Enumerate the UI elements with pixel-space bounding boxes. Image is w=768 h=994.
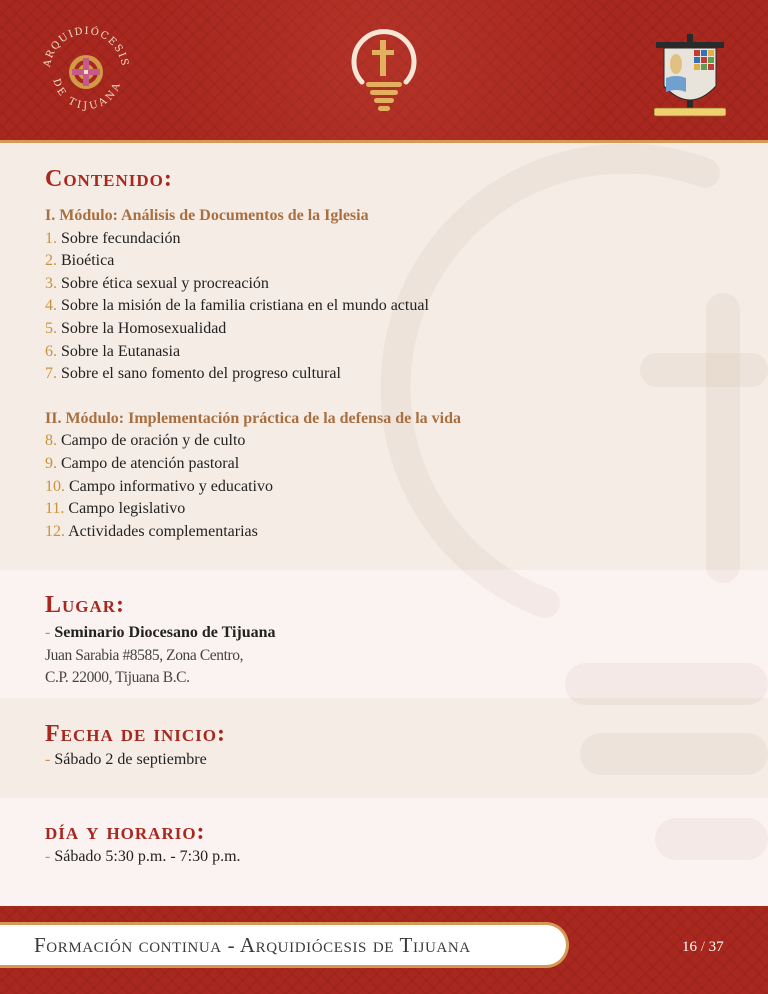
list-item: 8. Campo de oración y de culto bbox=[45, 432, 246, 450]
list-item: 5. Sobre la Homosexualidad bbox=[45, 319, 227, 337]
fecha-heading: Fecha de inicio: bbox=[45, 721, 227, 747]
cross-lamp-icon bbox=[344, 20, 424, 120]
page-number bbox=[682, 939, 724, 956]
footer-title: Formación continua - Arquidiócesis de Tijuana bbox=[34, 932, 471, 957]
list-item: 3. Sobre ética sexual y procreación bbox=[45, 274, 269, 292]
lugar-heading: Lugar: bbox=[45, 592, 126, 618]
contenido-list bbox=[45, 205, 461, 543]
list-item: 2. Bioética bbox=[45, 252, 115, 270]
lugar-details bbox=[45, 622, 276, 689]
footer-banner bbox=[0, 922, 569, 968]
svg-text:ARQUIDIÓCESIS: ARQUIDIÓCESIS bbox=[41, 25, 131, 68]
page-current: 16 bbox=[682, 939, 697, 955]
coat-of-arms-icon bbox=[654, 34, 726, 120]
page-separator: / bbox=[700, 939, 705, 955]
address-line-1: Juan Sarabia #8585, Zona Centro, bbox=[45, 646, 244, 664]
fecha-section-bg bbox=[0, 698, 768, 798]
list-item: 11. Campo legislativo bbox=[45, 500, 186, 518]
address-line-2: C.P. 22000, Tijuana B.C. bbox=[45, 668, 190, 686]
contenido-heading: Contenido: bbox=[45, 166, 173, 192]
horario-value: - Sábado 5:30 p.m. - 7:30 p.m. bbox=[45, 848, 241, 865]
page-footer bbox=[0, 906, 768, 994]
page-total: 37 bbox=[708, 939, 724, 955]
horario-heading: día y horario: bbox=[45, 819, 206, 845]
list-item: 4. Sobre la misión de la familia cristiana en el mundo actual bbox=[45, 297, 429, 315]
module-1-title: I. Módulo: Análisis de Documentos de la Iglesia bbox=[45, 207, 369, 224]
list-item: 9. Campo de atención pastoral bbox=[45, 454, 240, 472]
list-item: 1. Sobre fecundación bbox=[45, 229, 181, 247]
page-header bbox=[0, 0, 768, 143]
list-item: 7. Sobre el sano fomento del progreso cultural bbox=[45, 365, 341, 383]
fecha-value: - Sábado 2 de septiembre bbox=[45, 751, 207, 768]
list-item: 6. Sobre la Eutanasia bbox=[45, 342, 181, 360]
archdiocese-logo bbox=[40, 18, 132, 118]
venue-name: - Seminario Diocesano de Tijuana bbox=[45, 624, 276, 641]
list-item: 10. Campo informativo y educativo bbox=[45, 477, 273, 495]
list-item: 12. Actividades complementarias bbox=[45, 522, 258, 540]
svg-text:DE TIJUANA: DE TIJUANA bbox=[50, 77, 124, 113]
module-2-title: II. Módulo: Implementación práctica de la defensa de la vida bbox=[45, 409, 461, 427]
